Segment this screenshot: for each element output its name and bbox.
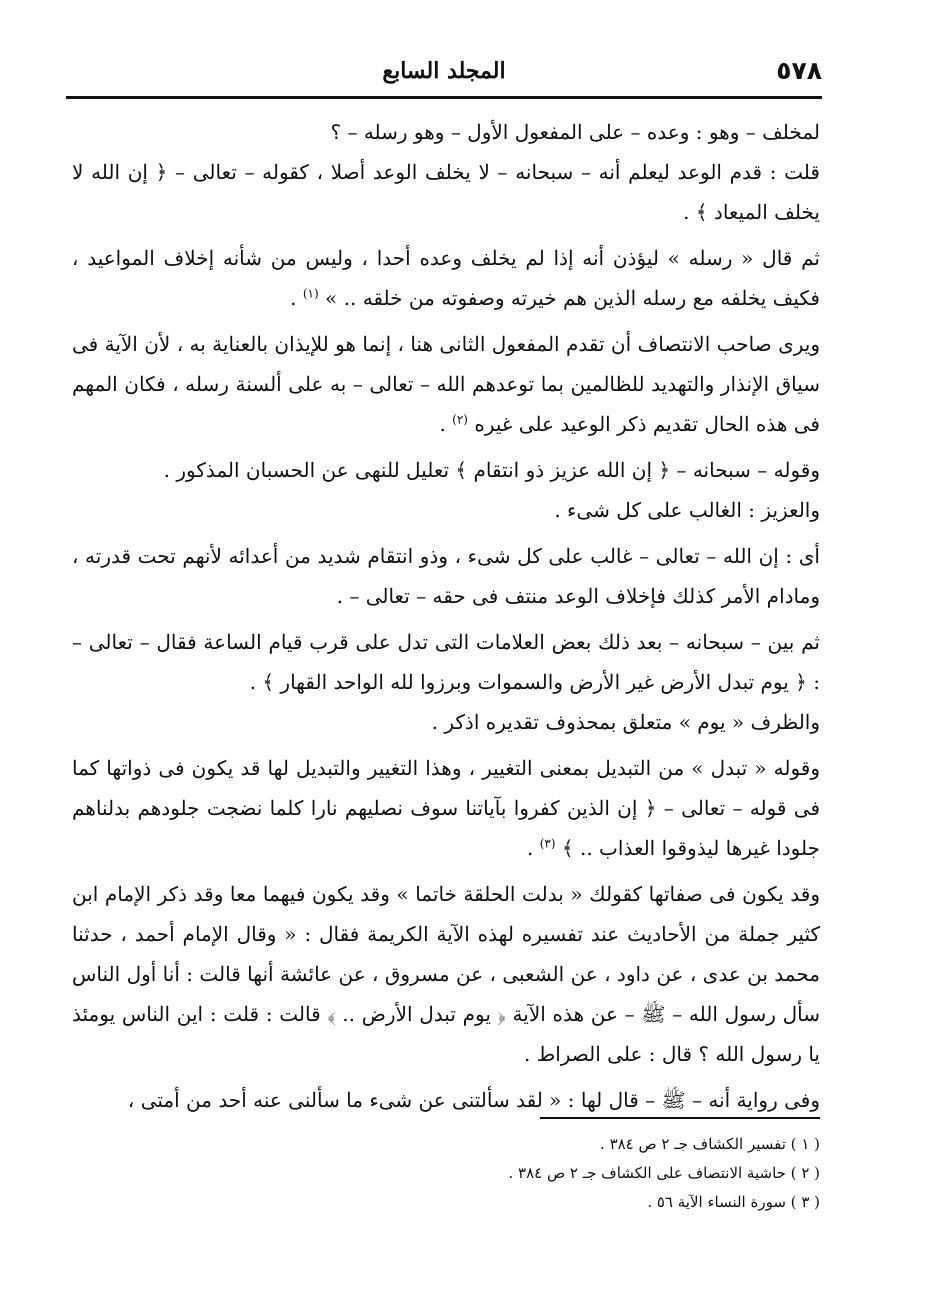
paragraph-ending: . [439,412,453,436]
header-rule [66,96,822,99]
paragraph-text: ثم قال « رسله » ليؤذن أنه إذا لم يخلف وعده أحدا ، وليس من شأنه إخلاف المواعيد ، فكيف يخلفه مع رسله الذين هم خيرته وصفوته من خلقه .. » [72,246,820,310]
page-number: ٥٧٨ [776,56,822,85]
footnote-mark: (٢) [452,412,468,427]
volume-title: المجلد السابع [382,58,506,84]
body-text [72,112,820,1126]
footnote-mark: (٣) [539,836,556,851]
footnote-item: ( ٣ ) سورة النساء الآية ٥٦ . [647,1193,820,1211]
paragraph: قلت : قدم الوعد ليعلم أنه – سبحانه – لا يخلف الوعد أصلا ، كقوله – تعالى – ﴿ إن الله لا يخلف الميعاد ﴾ . [72,160,820,224]
paragraph-text: ويرى صاحب الانتصاف أن تقدم المفعول الثانى هنا ، إنما هو للإيذان بالعناية به ، لأن الآية فى سياق الإنذار والتهديد للظالمين بما توعدهم الله – تعالى – به على ألسنة رسله ، فكان المهم فى هذه الحال تقديم ذكر الوعيد على غيره [72,332,820,436]
footnote-item: ( ١ ) تفسير الكشاف جـ ٢ ص ٣٨٤ . [600,1135,820,1153]
paragraph: ثم بين – سبحانه – بعد ذلك بعض العلامات التى تدل على قرب قيام الساعة فقال – تعالى – : ﴿ يوم تبدل الأرض غير الأرض والسموات وبرزوا لله الواحد القهار ﴾ . [72,630,820,694]
paragraph [72,238,820,318]
paragraph: والظرف « يوم » متعلق بمحذوف تقديره اذكر . [431,710,820,734]
page-header [66,52,822,92]
paragraph [72,324,820,444]
footnote-item: ( ٢ ) حاشية الانتصاف على الكشاف جـ ٢ ص ٣٨٤ . [508,1164,820,1182]
paragraph-ending: . [527,836,540,860]
paragraph: وقوله – سبحانه – ﴿ إن الله عزيز ذو انتقام ﴾ تعليل للنهى عن الحسبان المذكور . [163,458,820,482]
paragraph: أى : إن الله – تعالى – غالب على كل شىء ، وذو انتقام شديد من أعدائه لأنهم تحت قدرته ، ومادام الأمر كذلك فإخلاف الوعد منتف فى حقه – تعالى – . [72,544,820,608]
footnote-mark: (١) [302,286,319,301]
footnote-separator [540,1117,820,1119]
paragraph: لمخلف – وهو : وعده – على المفعول الأول – وهو رسله – ؟ [330,120,820,144]
paragraph: والعزيز : الغالب على كل شىء . [554,498,820,522]
paragraph-text: وقوله « تبدل » من التبديل بمعنى التغيير ، وهذا التغيير والتبديل لها قد يكون فى ذواتها كما فى قوله – تعالى – ﴿ إن الذين كفروا بآياتنا سوف نصليهم نارا كلما نضجت جلودهم بدلناهم جلودا غيرها ليذوقوا العذاب .. ﴾ [72,756,820,860]
paragraph [72,748,820,868]
paragraph: وقد يكون فى صفاتها كقولك « بدلت الحلقة خاتما » وقد يكون فيهما معا وقد ذكر الإمام ابن كثير جملة من الأحاديث عند تفسيره لهذه الآية الكريمة فقال : « وقال الإمام أحمد ، حدثنا محمد بن عدى ، عن داود ، عن الشعبى ، عن مسروق ، عن عائشة أنها قالت : أنا أول الناس سأل رسول الله – ﷺ – عن هذه الآية ﴿ يوم تبدل الأرض .. ﴾ قالت : قلت : اين الناس يومئذ يا رسول الله ؟ قال : على الصراط . [72,882,820,1066]
paragraph-ending: . [290,286,303,310]
footnotes [400,1130,820,1217]
paragraph: وفى رواية أنه – ﷺ – قال لها : « لقد سألتنى عن شىء ما سألنى عنه أحد من أمتى ، [127,1088,820,1112]
